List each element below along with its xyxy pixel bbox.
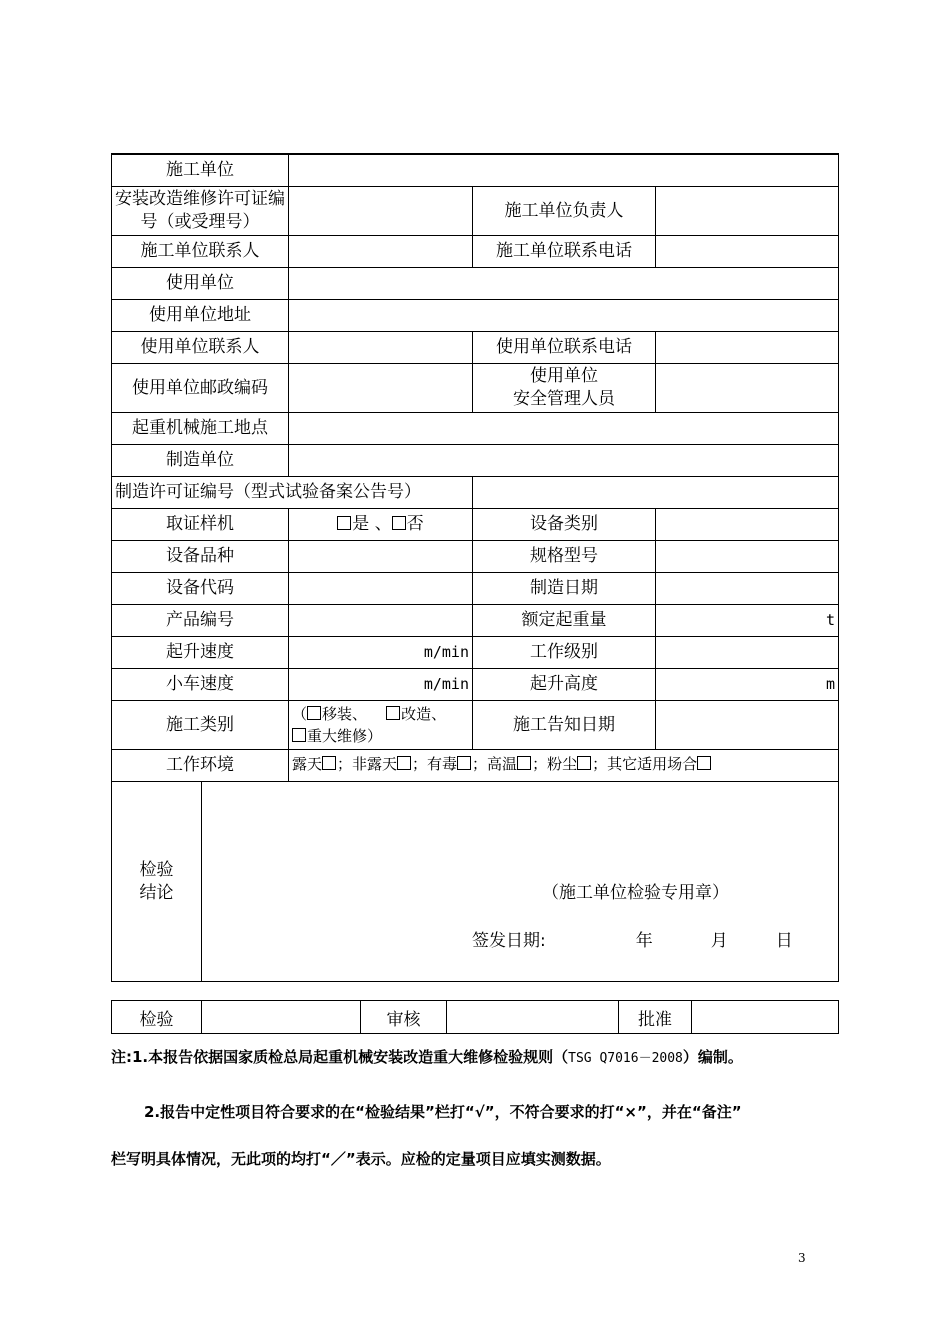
label-equipment-code: 设备代码 xyxy=(112,573,289,605)
note-1 xyxy=(111,1046,743,1067)
issue-date-label: 签发日期: xyxy=(472,931,546,951)
row-construction-site xyxy=(112,413,839,445)
checkbox-indoor-icon[interactable] xyxy=(397,756,411,770)
checkbox-other-icon[interactable] xyxy=(697,756,711,770)
label-safety-manager xyxy=(473,364,656,413)
label-user-phone: 使用单位联系电话 xyxy=(473,332,656,364)
checkbox-dust-icon[interactable] xyxy=(577,756,591,770)
field-lifting-height[interactable]: m xyxy=(656,669,839,701)
label-sample-machine: 取证样机 xyxy=(112,509,289,541)
row-product-number xyxy=(112,605,839,637)
field-construction-site[interactable] xyxy=(289,413,839,445)
label-construction-phone: 施工单位联系电话 xyxy=(473,236,656,268)
env-high-temp: ；高温 xyxy=(472,757,518,773)
label-lifting-speed: 起升速度 xyxy=(112,637,289,669)
option-yes: 是 xyxy=(352,514,370,534)
label-construction-site: 起重机械施工地点 xyxy=(112,413,289,445)
option-modification: 改造、 xyxy=(401,705,447,723)
paren-open: （ xyxy=(292,705,308,723)
checkbox-high-temp-icon[interactable] xyxy=(517,756,531,770)
row-work-environment xyxy=(112,750,839,782)
row-manufacturer xyxy=(112,445,839,477)
note-1-text-a: 注:1.本报告依据国家质检总局起重机械安装改造重大维修检验规则（ xyxy=(111,1048,569,1066)
field-equipment-code[interactable] xyxy=(289,573,473,605)
env-other: ；其它适用场合 xyxy=(592,757,698,773)
checkbox-outdoor-icon[interactable] xyxy=(322,756,336,770)
issue-date-year: 年 xyxy=(635,931,653,951)
issue-date xyxy=(472,930,793,953)
label-product-number: 产品编号 xyxy=(112,605,289,637)
label-trolley-speed: 小车速度 xyxy=(112,669,289,701)
label-safety-manager-line2: 安全管理人员 xyxy=(513,389,615,409)
note-1-text-b: ）编制。 xyxy=(682,1048,743,1066)
field-reviewer[interactable] xyxy=(447,1001,619,1034)
field-work-class[interactable] xyxy=(656,637,839,669)
label-lifting-height: 起升高度 xyxy=(473,669,656,701)
field-user-phone[interactable] xyxy=(656,332,839,364)
label-user-postcode: 使用单位邮政编码 xyxy=(112,364,289,413)
label-reviewer: 审核 xyxy=(361,1001,447,1034)
row-construction-type xyxy=(112,701,839,750)
label-construction-responsible: 施工单位负责人 xyxy=(473,187,656,236)
row-user-postcode xyxy=(112,364,839,413)
field-model-spec[interactable] xyxy=(656,541,839,573)
label-approver: 批准 xyxy=(619,1001,692,1034)
label-notice-date: 施工告知日期 xyxy=(473,701,656,750)
option-separator: 、 xyxy=(374,514,392,534)
label-construction-unit: 施工单位 xyxy=(112,154,289,187)
field-user-contact[interactable] xyxy=(289,332,473,364)
field-construction-responsible[interactable] xyxy=(656,187,839,236)
row-license-number xyxy=(112,187,839,236)
issue-date-month: 月 xyxy=(710,931,728,951)
checkbox-toxic-icon[interactable] xyxy=(457,756,471,770)
label-conclusion-line2: 结论 xyxy=(139,882,174,903)
signature-row xyxy=(112,1001,839,1034)
label-work-environment: 工作环境 xyxy=(112,750,289,782)
label-work-class: 工作级别 xyxy=(473,637,656,669)
option-no: 否 xyxy=(406,514,424,534)
field-work-environment xyxy=(289,750,839,782)
checkbox-major-repair-icon[interactable] xyxy=(292,728,306,742)
note-3: 栏写明具体情况，无此项的均打“／”表示。应检的定量项目应填实测数据。 xyxy=(111,1150,611,1168)
signature-table xyxy=(111,1000,839,1034)
env-indoor: ；非露天 xyxy=(337,757,398,773)
label-manufacturer: 制造单位 xyxy=(112,445,289,477)
label-conclusion-line1: 检验 xyxy=(139,859,174,880)
field-lifting-speed[interactable]: m/min xyxy=(289,637,473,669)
label-equipment-variety: 设备品种 xyxy=(112,541,289,573)
env-dust: ；粉尘 xyxy=(532,757,578,773)
env-outdoor: 露天 xyxy=(292,757,323,773)
field-product-number[interactable] xyxy=(289,605,473,637)
option-major-repair: 重大维修） xyxy=(307,727,383,745)
row-conclusion xyxy=(112,782,839,982)
field-notice-date[interactable] xyxy=(656,701,839,750)
checkbox-no-icon[interactable] xyxy=(392,516,406,530)
label-user-contact: 使用单位联系人 xyxy=(112,332,289,364)
row-manufacture-license xyxy=(112,477,839,509)
label-user-unit: 使用单位 xyxy=(112,268,289,300)
field-safety-manager[interactable] xyxy=(656,364,839,413)
construction-info-table xyxy=(111,153,839,982)
field-inspector[interactable] xyxy=(202,1001,361,1034)
field-conclusion[interactable] xyxy=(202,782,839,982)
checkbox-modification-icon[interactable] xyxy=(386,706,400,720)
label-manufacture-date: 制造日期 xyxy=(473,573,656,605)
label-equipment-category: 设备类别 xyxy=(473,509,656,541)
field-construction-contact[interactable] xyxy=(289,236,473,268)
field-user-unit[interactable] xyxy=(289,268,839,300)
row-sample-machine xyxy=(112,509,839,541)
label-construction-contact: 施工单位联系人 xyxy=(112,236,289,268)
field-equipment-category[interactable] xyxy=(656,509,839,541)
field-manufacture-date[interactable] xyxy=(656,573,839,605)
row-construction-contact xyxy=(112,236,839,268)
field-construction-type xyxy=(289,701,473,750)
field-user-postcode[interactable] xyxy=(289,364,473,413)
field-approver[interactable] xyxy=(692,1001,839,1034)
note-2: 2.报告中定性项目符合要求的在“检验结果”栏打“√”，不符合要求的打“×”，并在“备注” xyxy=(144,1103,742,1121)
row-user-address xyxy=(112,300,839,332)
label-license-number: 安装改造维修许可证编号（或受理号） xyxy=(112,187,289,236)
checkbox-relocation-icon[interactable] xyxy=(307,706,321,720)
row-trolley-speed xyxy=(112,669,839,701)
seal-caption: （施工单位检验专用章） xyxy=(542,883,729,903)
field-rated-capacity[interactable]: t xyxy=(656,605,839,637)
field-manufacturer[interactable] xyxy=(289,445,839,477)
row-equipment-variety xyxy=(112,541,839,573)
field-equipment-variety[interactable] xyxy=(289,541,473,573)
row-construction-unit xyxy=(112,154,839,187)
row-user-unit xyxy=(112,268,839,300)
checkbox-yes-icon[interactable] xyxy=(337,516,351,530)
label-safety-manager-line1: 使用单位 xyxy=(530,366,598,386)
field-trolley-speed[interactable]: m/min xyxy=(289,669,473,701)
option-relocation: 移装、 xyxy=(322,705,368,723)
label-construction-type: 施工类别 xyxy=(112,701,289,750)
field-license-number[interactable] xyxy=(289,187,473,236)
env-toxic: ；有毒 xyxy=(412,757,458,773)
field-construction-unit[interactable] xyxy=(289,154,839,187)
label-manufacture-license: 制造许可证编号（型式试验备案公告号） xyxy=(112,477,473,509)
field-manufacture-license[interactable] xyxy=(473,477,839,509)
field-construction-phone[interactable] xyxy=(656,236,839,268)
row-user-contact xyxy=(112,332,839,364)
field-user-address[interactable] xyxy=(289,300,839,332)
label-user-address: 使用单位地址 xyxy=(112,300,289,332)
issue-date-day: 日 xyxy=(775,931,793,951)
label-conclusion xyxy=(112,782,202,982)
label-inspector: 检验 xyxy=(112,1001,202,1034)
field-sample-machine xyxy=(289,509,473,541)
note-1-code: TSG Q7016－2008 xyxy=(568,1051,683,1066)
row-lifting-speed xyxy=(112,637,839,669)
row-equipment-code xyxy=(112,573,839,605)
label-rated-capacity: 额定起重量 xyxy=(473,605,656,637)
label-model-spec: 规格型号 xyxy=(473,541,656,573)
page-number: 3 xyxy=(798,1251,806,1265)
